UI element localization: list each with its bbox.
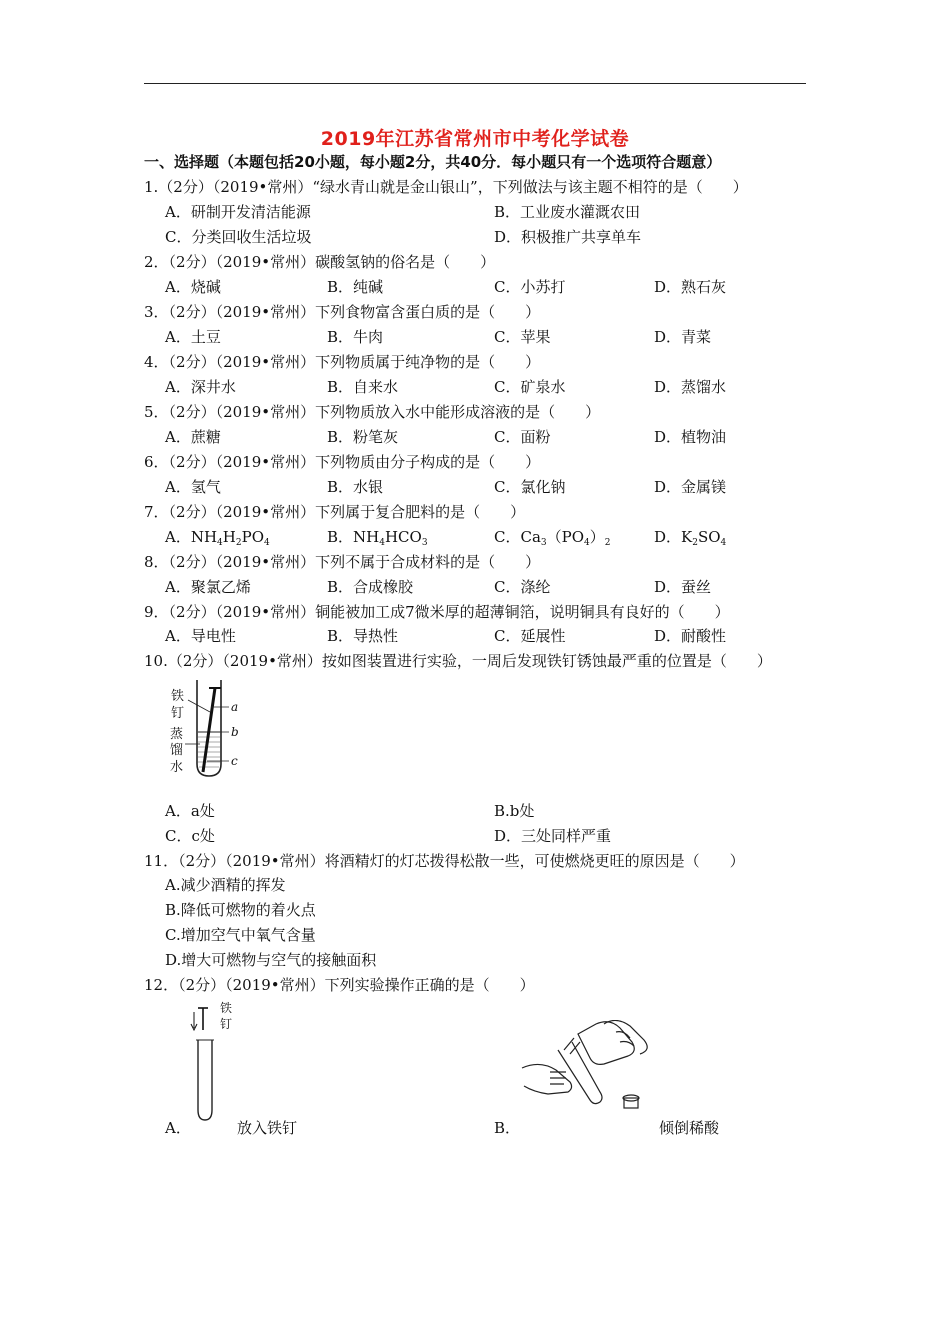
question-2-option-b: B．纯碱 xyxy=(327,278,384,296)
question-1-stem: 1.（2分）（2019•常州）“绿水青山就是金山银山”，下列做法与该主题不相符的是（ ） xyxy=(144,178,748,196)
question-3-option-b: B．牛肉 xyxy=(327,328,384,346)
question-11-option-c: C.增加空气中氧气含量 xyxy=(165,926,316,944)
test-tube-nail-figure xyxy=(165,676,275,780)
question-10-stem: 10.（2分）（2019•常州）按如图装置进行实验，一周后发现铁钉锈蚀最严重的位置是（ ） xyxy=(144,652,772,670)
question-5-option-c: C．面粉 xyxy=(494,428,551,446)
question-10-option-d: D．三处同样严重 xyxy=(494,827,612,845)
question-9-option-c: C．延展性 xyxy=(494,627,566,645)
question-4-option-d: D．蒸馏水 xyxy=(654,378,727,396)
question-7-stem: 7．（2分）（2019•常州）下列属于复合肥料的是（ ） xyxy=(144,503,526,521)
question-3-option-c: C．苹果 xyxy=(494,328,551,346)
question-9-option-a: A．导电性 xyxy=(165,627,236,645)
label-zheng: 蒸 xyxy=(170,727,184,742)
question-8-stem: 8．（2分）（2019•常州）下列不属于合成材料的是（ ） xyxy=(144,553,541,571)
question-2-option-d: D．熟石灰 xyxy=(654,278,727,296)
question-11-stem: 11．（2分）（2019•常州）将酒精灯的灯芯拨得松散一些，可使燃烧更旺的原因是（ ） xyxy=(144,852,745,870)
question-9-option-d: D．耐酸性 xyxy=(654,627,727,645)
question-1-option-b: B．工业废水灌溉农田 xyxy=(494,203,641,221)
question-6-option-b: B．水银 xyxy=(327,478,384,496)
question-9-option-b: B．导热性 xyxy=(327,627,399,645)
page-title: 2019年江苏省常州市中考化学试卷 xyxy=(320,128,630,150)
question-12-option-a-letter: A． xyxy=(165,1119,191,1137)
label-ding: 钉 xyxy=(171,706,185,721)
label-a: a xyxy=(231,700,239,714)
question-2-stem: 2．（2分）（2019•常州）碳酸氢钠的俗名是（ ） xyxy=(144,253,496,271)
question-11-option-b: B.降低可燃物的着火点 xyxy=(165,901,316,919)
label-b: b xyxy=(231,725,239,739)
question-5-option-b: B．粉笔灰 xyxy=(327,428,399,446)
question-4-option-c: C．矿泉水 xyxy=(494,378,566,396)
label-ding-12: 钉 xyxy=(220,1017,233,1031)
question-2-option-c: C．小苏打 xyxy=(494,278,566,296)
question-12-stem: 12．（2分）（2019•常州）下列实验操作正确的是（ ） xyxy=(144,976,535,994)
nail-into-tube-figure xyxy=(190,998,250,1122)
question-1-option-d: D．积极推广共享单车 xyxy=(494,228,642,246)
question-7-option-a: A．$NH_4H_2PO_4$ xyxy=(165,528,270,548)
question-10-option-a: A．a处 xyxy=(165,802,215,820)
label-tie-12: 铁 xyxy=(220,1001,233,1015)
question-7-option-b: B．$NH_4HCO_3$ xyxy=(327,528,428,548)
label-liu: 馏 xyxy=(170,743,184,758)
question-6-option-c: C．氯化钠 xyxy=(494,478,566,496)
question-9-stem: 9．（2分）（2019•常州）铜能被加工成7微米厚的超薄铜箔，说明铜具有良好的（ ） xyxy=(144,603,730,621)
question-7-option-d: D．$K_2SO_4$ xyxy=(654,528,727,548)
question-3-option-a: A．土豆 xyxy=(165,328,221,346)
question-6-option-a: A．氢气 xyxy=(165,478,221,496)
label-c: c xyxy=(231,754,238,768)
header-rule xyxy=(144,83,806,84)
question-6-stem: 6．（2分）（2019•常州）下列物质由分子构成的是（ ） xyxy=(144,453,541,471)
question-7-option-c: C．$Ca_3(PO_4)_2$ xyxy=(494,528,611,548)
section-heading: 一、选择题（本题包括20小题，每小题2分，共40分．每小题只有一个选项符合题意） xyxy=(144,153,722,171)
question-4-option-b: B．自来水 xyxy=(327,378,399,396)
question-10-option-b: B.b处 xyxy=(494,802,535,820)
question-4-stem: 4．（2分）（2019•常州）下列物质属于纯净物的是（ ） xyxy=(144,353,541,371)
question-8-option-d: D．蚕丝 xyxy=(654,578,712,596)
question-11-option-a: A.减少酒精的挥发 xyxy=(165,876,286,894)
question-12-option-a-caption: 放入铁钉 xyxy=(237,1119,298,1137)
question-2-option-a: A．烧碱 xyxy=(165,278,221,296)
question-1-option-c: C．分类回收生活垃圾 xyxy=(165,228,312,246)
question-5-option-d: D．植物油 xyxy=(654,428,727,446)
question-6-option-d: D．金属镁 xyxy=(654,478,727,496)
pour-acid-figure xyxy=(520,1020,660,1120)
question-4-option-a: A．深井水 xyxy=(165,378,236,396)
question-12-option-b-letter: B． xyxy=(494,1119,521,1137)
question-5-stem: 5．（2分）（2019•常州）下列物质放入水中能形成溶液的是（ ） xyxy=(144,403,601,421)
question-8-option-c: C．涤纶 xyxy=(494,578,551,596)
label-shui: 水 xyxy=(170,760,184,775)
question-5-option-a: A．蔗糖 xyxy=(165,428,221,446)
label-tie: 铁 xyxy=(171,689,185,704)
question-11-option-d: D.增大可燃物与空气的接触面积 xyxy=(165,951,377,969)
question-8-option-a: A．聚氯乙烯 xyxy=(165,578,251,596)
question-12-option-b-caption: 倾倒稀酸 xyxy=(659,1119,720,1137)
question-10-option-c: C．c处 xyxy=(165,827,215,845)
question-8-option-b: B．合成橡胶 xyxy=(327,578,414,596)
question-3-stem: 3．（2分）（2019•常州）下列食物富含蛋白质的是（ ） xyxy=(144,303,541,321)
question-3-option-d: D．青菜 xyxy=(654,328,712,346)
question-1-option-a: A．研制开发清洁能源 xyxy=(165,203,311,221)
